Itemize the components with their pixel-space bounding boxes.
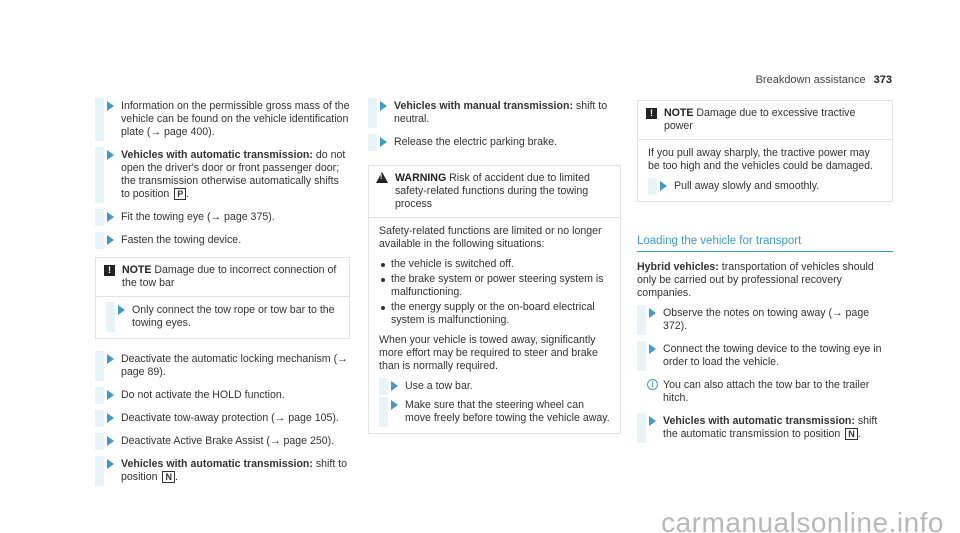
- warning-triangle-icon: !: [376, 172, 388, 183]
- warning-box: [368, 165, 621, 434]
- step-connect-device: Connect the towing device to the towing eye in order to load the vehicle.: [637, 343, 893, 369]
- note-header: ! NOTE Damage due to excessive tractive power: [638, 101, 892, 140]
- warning-body: [369, 218, 620, 433]
- step-observe-notes: Observe the notes on towing away (→ page 372).: [637, 307, 893, 333]
- step-release-brake: Release the electric parking brake.: [368, 136, 621, 149]
- list-item: the vehicle is switched off.: [379, 258, 612, 271]
- step-arrow-icon: [107, 459, 114, 469]
- gear-n-icon: N: [162, 471, 175, 483]
- warning-header: ! WARNING Risk of accident due to limited safety-related functions during the towing process: [369, 166, 620, 218]
- step-arrow-icon: [660, 181, 667, 191]
- step-connect-rope: Only connect the tow rope or tow bar to the towing eyes.: [106, 304, 341, 330]
- step-arrow-icon: [380, 137, 387, 147]
- step-arrow-icon: [107, 354, 114, 364]
- step-arrow-icon: [391, 400, 398, 410]
- warning-bullet-list: [379, 258, 612, 327]
- page-number: 373: [873, 74, 892, 86]
- column-3: [637, 100, 893, 451]
- gear-p-icon: P: [174, 188, 186, 200]
- step-hold-function: Do not activate the HOLD function.: [95, 389, 350, 402]
- column-1: [95, 100, 350, 494]
- step-pull-away-slowly: Pull away slowly and smoothly.: [648, 180, 884, 193]
- step-arrow-icon: [107, 212, 114, 222]
- step-arrow-icon: [380, 101, 387, 111]
- step-arrow-icon: [107, 413, 114, 423]
- step-shift-position-n: Vehicles with automatic transmission: shift the automatic transmission to position N .: [637, 415, 893, 441]
- step-steering-free: Make sure that the steering wheel can move freely before towing the vehicle away.: [379, 399, 612, 425]
- step-open-door-warning: Vehicles with automatic transmission: do not open the driver's door or front passenger door; the transmission otherwise automatically shifts to position P .: [95, 149, 350, 201]
- step-shift-neutral-auto: Vehicles with automatic transmission: shift to position N .: [95, 458, 350, 484]
- list-item: the energy supply or the on-board electrical system is malfunctioning.: [379, 301, 612, 327]
- gear-n-icon: N: [845, 428, 858, 440]
- column-2: [368, 100, 621, 448]
- note-box-tow-bar: [95, 257, 350, 339]
- step-fit-towing-eye: Fit the towing eye (→ page 375).: [95, 211, 350, 224]
- step-arrow-icon: [118, 305, 125, 315]
- page-header: [756, 74, 892, 87]
- step-arrow-icon: [391, 381, 398, 391]
- step-arrow-icon: [107, 235, 114, 245]
- note-paragraph: If you pull away sharply, the tractive power may be too high and the vehicles could be damaged.: [648, 147, 873, 172]
- info-icon: i: [647, 379, 658, 390]
- step-arrow-icon: [107, 101, 114, 111]
- step-arrow-icon: [107, 436, 114, 446]
- exclamation-icon: !: [104, 265, 115, 276]
- section-name: Breakdown assistance: [755, 74, 866, 86]
- step-arrow-icon: [649, 416, 656, 426]
- info-note: i You can also attach the tow bar to the trailer hitch.: [637, 379, 893, 405]
- step-brake-assist: Deactivate Active Brake Assist (→ page 250).: [95, 435, 350, 448]
- step-gross-mass: Information on the permissible gross mass of the vehicle can be found on the vehicle identification plate (→ page 400).: [95, 100, 350, 139]
- warning-paragraph: When your vehicle is towed away, significantly more effort may be required to steer and brake than is normally required.: [379, 334, 598, 372]
- hybrid-intro: Hybrid vehicles: transportation of vehicles should only be carried out by professional recovery companies.: [637, 261, 874, 299]
- section-title: Loading the vehicle for transport: [637, 235, 893, 252]
- list-item: the brake system or power steering system is malfunctioning.: [379, 273, 612, 299]
- step-arrow-icon: [107, 150, 114, 160]
- step-fasten-device: Fasten the towing device.: [95, 234, 350, 247]
- note-body: [96, 297, 349, 338]
- step-deactivate-locking: Deactivate the automatic locking mechanism (→ page 89).: [95, 353, 350, 379]
- note-body: [638, 140, 892, 201]
- warning-intro: Safety-related functions are limited or no longer available in the following situations:: [379, 225, 602, 250]
- exclamation-icon: !: [646, 108, 657, 119]
- step-tow-away-protection: Deactivate tow-away protection (→ page 105).: [95, 412, 350, 425]
- step-use-tow-bar: Use a tow bar.: [379, 380, 612, 393]
- note-box-tractive-power: [637, 100, 893, 202]
- step-shift-neutral-manual: Vehicles with manual transmission: shift to neutral.: [368, 100, 621, 126]
- watermark: carmanualsonline.info: [661, 507, 944, 533]
- note-header: ! NOTE Damage due to incorrect connection of the tow bar: [96, 258, 349, 297]
- step-arrow-icon: [649, 344, 656, 354]
- step-arrow-icon: [107, 390, 114, 400]
- step-arrow-icon: [649, 308, 656, 318]
